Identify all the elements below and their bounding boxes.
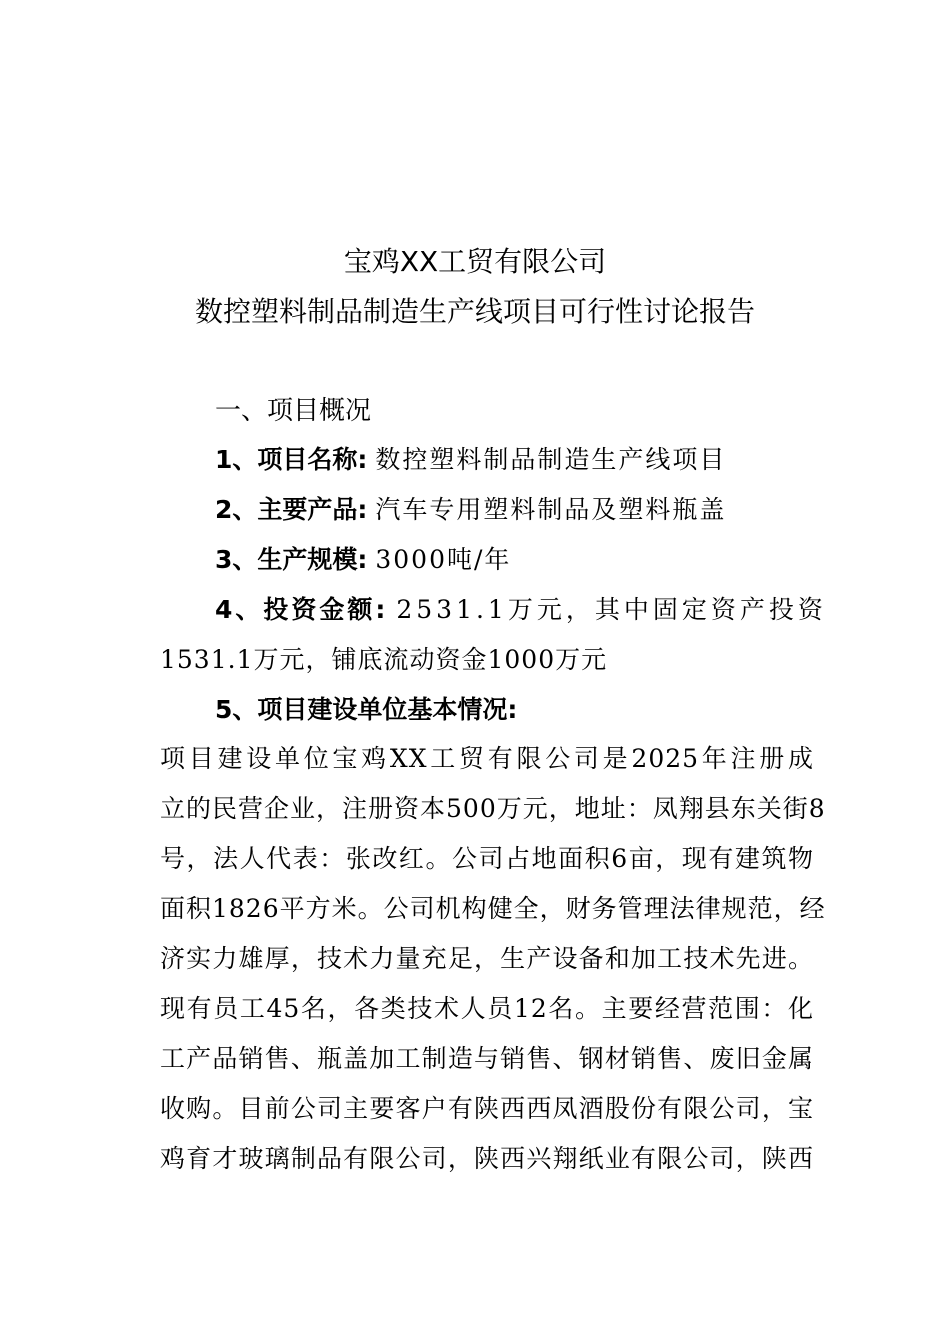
- item-project-name: [215, 444, 726, 476]
- item-label: 2、主要产品:: [215, 495, 368, 524]
- body-line-2: 立的民营企业，注册资本500万元，地址：凤翔县东关街8: [160, 794, 826, 823]
- item-label: 1、项目名称:: [215, 445, 368, 474]
- item-main-products: [215, 494, 726, 526]
- section-heading: 一、项目概况: [215, 396, 372, 426]
- item-production-scale: [215, 544, 511, 576]
- item-investment: [215, 594, 827, 626]
- item-label: 3、生产规模:: [215, 545, 368, 574]
- body-line-4: 面积1826平方米。公司机构健全，财务管理法律规范，经: [160, 894, 826, 923]
- body-line-9: 鸡育才玻璃制品有限公司，陕西兴翔纸业有限公司，陕西: [160, 1144, 814, 1173]
- item-unit-info-heading: 5、项目建设单位基本情况:: [215, 695, 518, 724]
- item-label: 4、投资金额:: [215, 595, 389, 624]
- item-value: 汽车专用塑料制品及塑料瓶盖: [375, 495, 727, 524]
- body-line-6: 现有员工45名，各类技术人员12名。主要经营范围：化: [160, 994, 814, 1023]
- item-value: 2531.1万元，其中固定资产投资: [396, 595, 827, 624]
- body-line-8: 收购。目前公司主要客户有陕西西凤酒股份有限公司，宝: [160, 1094, 814, 1123]
- document-title-line-1: 宝鸡XX工贸有限公司: [343, 245, 607, 278]
- item-value: 3000吨/年: [375, 545, 512, 574]
- document-title-line-2: 数控塑料制品制造生产线项目可行性讨论报告: [194, 295, 755, 328]
- body-line-1: 项目建设单位宝鸡XX工贸有限公司是2025年注册成: [160, 744, 814, 773]
- item-value: 数控塑料制品制造生产线项目: [375, 445, 727, 474]
- body-line-7: 工产品销售、瓶盖加工制造与销售、钢材销售、废旧金属: [160, 1044, 814, 1073]
- body-line-5: 济实力雄厚，技术力量充足，生产设备和加工技术先进。: [160, 944, 814, 973]
- body-line-3: 号，法人代表：张改红。公司占地面积6亩，现有建筑物: [160, 844, 814, 873]
- item-investment-continuation: 1531.1万元，铺底流动资金1000万元: [160, 645, 608, 674]
